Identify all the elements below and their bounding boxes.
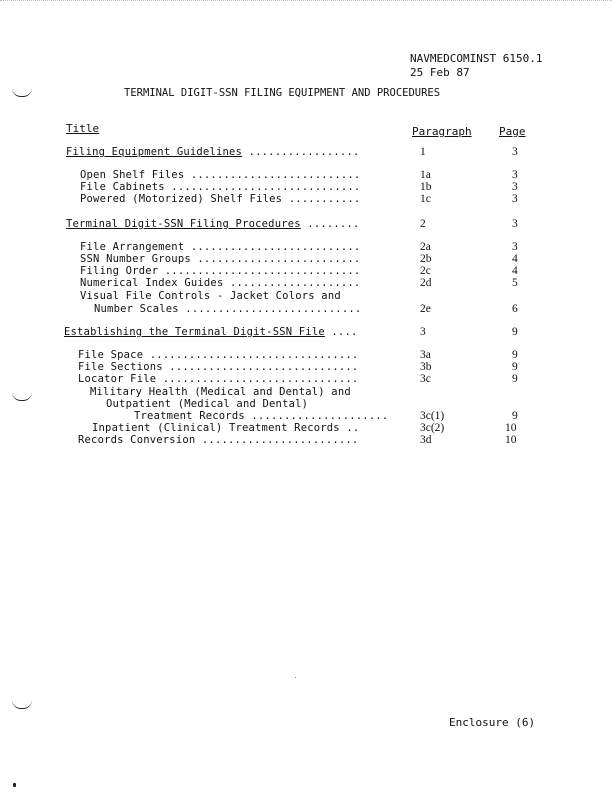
toc-paragraph: 2c [420, 265, 431, 277]
toc-paragraph: 3c(1) [420, 410, 445, 422]
toc-entry-title: Open Shelf Files .......................... [80, 169, 361, 181]
toc-entry-title: Visual File Controls - Jacket Colors and [80, 290, 341, 302]
toc-entry-title: Filing Order .............................. [80, 265, 361, 277]
toc-page: 9 [512, 373, 518, 385]
toc-row [0, 290, 612, 303]
scan-speck [13, 783, 16, 787]
document-date: 25 Feb 87 [410, 66, 470, 79]
toc-row [0, 373, 612, 386]
toc-paragraph: 2d [420, 277, 432, 289]
enclosure-label: Enclosure (6) [449, 716, 536, 729]
toc-page: 3 [512, 241, 518, 253]
toc-paragraph: 1c [420, 193, 431, 205]
scan-speck [295, 677, 296, 678]
toc-row [0, 146, 612, 159]
toc-row [0, 218, 612, 231]
toc-entry-title: Records Conversion ........................ [78, 434, 359, 446]
toc-paragraph: 3a [420, 349, 431, 361]
toc-paragraph: 2e [420, 303, 431, 315]
toc-row [0, 303, 612, 316]
toc-row [0, 277, 612, 290]
toc-entry-title: Military Health (Medical and Dental) and [90, 386, 351, 398]
toc-entry-title: SSN Number Groups ......................... [80, 253, 361, 265]
toc-page: 9 [512, 326, 518, 338]
toc-row [0, 326, 612, 339]
toc-page: 9 [512, 410, 518, 422]
toc-entry-title: Locator File .............................. [78, 373, 359, 385]
toc-page: 5 [512, 277, 518, 289]
column-header-paragraph: Paragraph [412, 125, 472, 138]
toc-entry-title: Outpatient (Medical and Dental) [106, 398, 309, 410]
toc-page: 3 [512, 169, 518, 181]
toc-entry-title: Powered (Motorized) Shelf Files ........... [80, 193, 361, 205]
toc-entry-title: Inpatient (Clinical) Treatment Records .. [92, 422, 360, 434]
toc-paragraph: 3d [420, 434, 432, 446]
scan-edge-line [0, 0, 612, 2]
toc-paragraph: 3b [420, 361, 432, 373]
toc-page: 10 [505, 422, 517, 434]
document-number: NAVMEDCOMINST 6150.1 [410, 52, 543, 65]
toc-paragraph: 2b [420, 253, 432, 265]
toc-paragraph: 1 [420, 146, 426, 158]
toc-section-title: Establishing the Terminal Digit-SSN File [64, 326, 325, 338]
toc-entry-title: File Space ................................ [78, 349, 359, 361]
toc-page: 9 [512, 361, 518, 373]
punch-hole-mark [12, 700, 32, 709]
punch-hole-mark [12, 88, 32, 97]
toc-page: 6 [512, 303, 518, 315]
toc-page: 10 [505, 434, 517, 446]
toc-paragraph: 2a [420, 241, 431, 253]
toc-page: 9 [512, 349, 518, 361]
toc-paragraph: 3c [420, 373, 431, 385]
toc-leader: ........ [300, 218, 360, 230]
toc-page: 3 [512, 181, 518, 193]
toc-leader: .... [324, 326, 358, 338]
page-title: TERMINAL DIGIT-SSN FILING EQUIPMENT AND PROCEDURES [124, 87, 441, 99]
toc-entry-title: Number Scales ........................... [94, 303, 362, 315]
toc-page: 4 [512, 253, 518, 265]
toc-paragraph: 3 [420, 326, 426, 338]
toc-page: 3 [512, 193, 518, 205]
toc-section-title: Filing Equipment Guidelines [66, 146, 243, 158]
toc-paragraph: 1a [420, 169, 431, 181]
toc-row [0, 434, 612, 447]
toc-page: 3 [512, 218, 518, 230]
column-header-page: Page [499, 125, 526, 138]
toc-leader: ................. [242, 146, 360, 158]
toc-paragraph: 3c(2) [420, 422, 445, 434]
toc-entry-title: File Arrangement .......................... [80, 241, 361, 253]
toc-section-title: Terminal Digit-SSN Filing Procedures [66, 218, 301, 230]
toc-row [0, 193, 612, 206]
toc-entry-title: Numerical Index Guides .................... [80, 277, 361, 289]
toc-entry-title: File Cabinets ............................. [80, 181, 361, 193]
toc-page: 4 [512, 265, 518, 277]
toc-paragraph: 1b [420, 181, 432, 193]
toc-paragraph: 2 [420, 218, 426, 230]
toc-entry-title: Treatment Records ..................... [134, 410, 389, 422]
toc-page: 3 [512, 146, 518, 158]
toc-entry-title: File Sections ............................. [78, 361, 359, 373]
column-header-title: Title [66, 122, 100, 135]
